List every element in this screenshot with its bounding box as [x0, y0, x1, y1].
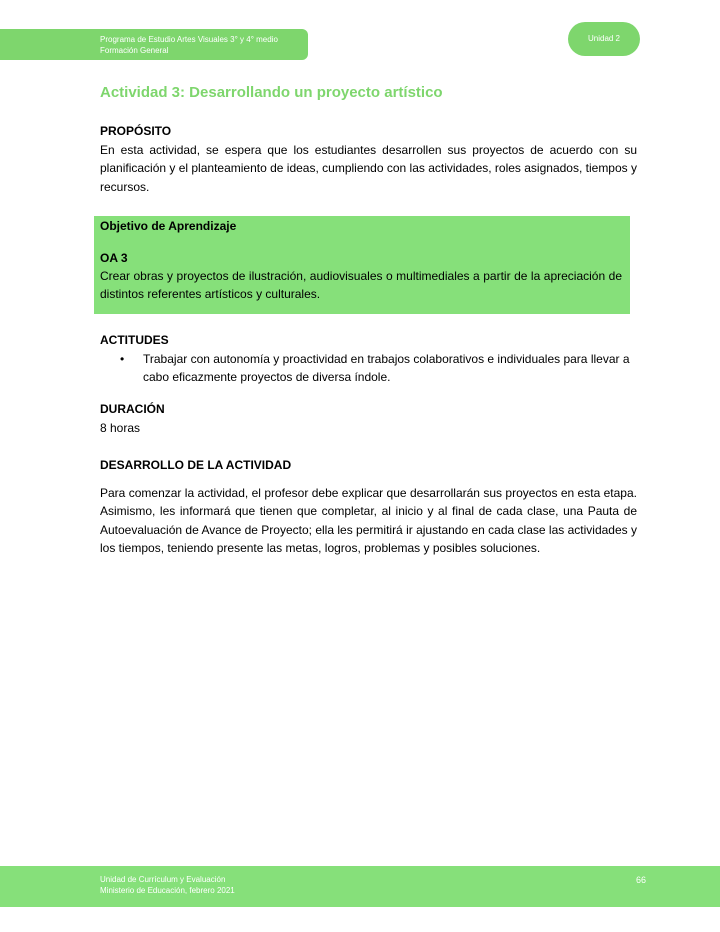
- list-item: [100, 350, 637, 387]
- duracion-text: 8 horas: [100, 420, 141, 435]
- objetivo-code: OA 3: [100, 251, 128, 265]
- proposito-heading: PROPÓSITO: [100, 124, 172, 138]
- unit-badge: Unidad 2: [568, 22, 640, 56]
- objetivo-text: Crear obras y proyectos de ilustración, audiovisuales o multimediales a partir de la apreciación de distintos referentes artísticos y culturales.: [100, 269, 622, 301]
- program-track: Formación General: [100, 46, 169, 55]
- actitudes-section: [100, 331, 637, 387]
- desarrollo-text: Para comenzar la actividad, el profesor debe explicar que desarrollarán sus proyectos en esta etapa. Asimismo, les informará que tienen que completar, al inicio y al final de cada clase, una Pauta de Autoevaluación de Avance de Proyecto; ella les permitirá ir ajustando en cada clase las actividades y los tiempos, teniendo presente las metas, logros, problemas y posibles soluciones.: [100, 485, 637, 555]
- duracion-section: [100, 400, 637, 437]
- desarrollo-section: [100, 456, 637, 558]
- actitudes-list: [100, 350, 637, 387]
- proposito-section: [100, 122, 637, 196]
- objetivo-heading: Objetivo de Aprendizaje: [100, 219, 237, 233]
- desarrollo-heading: DESARROLLO DE LA ACTIVIDAD: [100, 458, 292, 472]
- program-name: Programa de Estudio Artes Visuales 3° y 4° medio: [100, 35, 278, 44]
- header-text: [100, 34, 278, 56]
- objetivo-box: [94, 216, 630, 314]
- footer-unit: Unidad de Currículum y Evaluación: [100, 875, 226, 884]
- actitudes-heading: ACTITUDES: [100, 333, 169, 347]
- bullet-icon: •: [120, 351, 125, 366]
- duracion-heading: DURACIÓN: [100, 402, 165, 416]
- proposito-text: En esta actividad, se espera que los estudiantes desarrollen sus proyectos de acuerdo con su planificación y el planteamiento de ideas, cumpliendo con las actividades, roles asignados, tiempos y recursos.: [100, 142, 637, 194]
- page-title: Actividad 3: Desarrollando un proyecto artístico: [100, 84, 443, 101]
- footer-text: [100, 874, 235, 896]
- actitud-text: Trabajar con autonomía y proactividad en trabajos colaborativos e individuales para llevar a cabo eficazmente proyectos de diversa índole.: [143, 351, 630, 384]
- page-number: 66: [636, 875, 647, 885]
- footer-ministry: Ministerio de Educación, febrero 2021: [100, 886, 235, 895]
